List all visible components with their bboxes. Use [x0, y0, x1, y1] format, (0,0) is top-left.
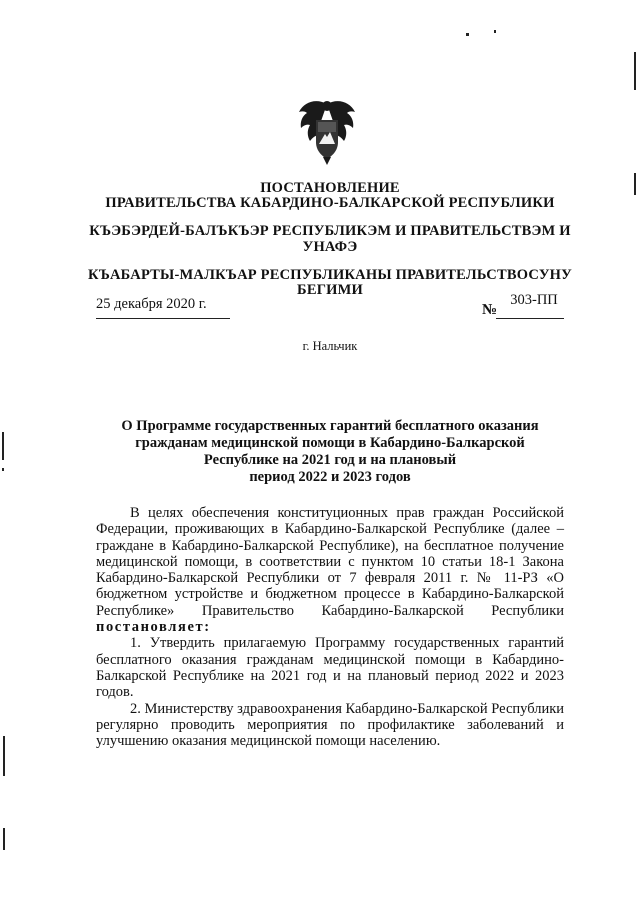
decree-title [96, 418, 564, 486]
preamble-paragraph [96, 505, 564, 635]
scan-edge-mark [634, 173, 636, 195]
coat-of-arms-emblem [296, 94, 358, 166]
government-name-russian: ПРАВИТЕЛЬСТВА КАБАРДИНО-БАЛКАРСКОЙ РЕСПУБЛИКИ [105, 195, 555, 211]
government-name-balkar-line1: КЪАБАРТЫ-МАЛКЪАР РЕСПУБЛИКАНЫ ПРАВИТЕЛЬСТВОСУНУ [88, 267, 572, 283]
city-name: г. Нальчик [302, 339, 358, 353]
government-name-kabardian-line2: УНАФЭ [302, 239, 358, 255]
number-underline [496, 318, 564, 319]
scan-speck [466, 33, 469, 36]
number-sign: № [482, 302, 498, 318]
decree-verb: постановляет: [96, 619, 211, 636]
government-name-balkar-line2: БЕГИМИ [297, 282, 363, 298]
scan-speck [2, 468, 4, 471]
scan-edge-mark [3, 828, 5, 850]
item-paragraph: 2. Министерству здравоохранения Кабардино-Балкарской Республики регулярно проводить мероприятия по профилактике заболеваний и улучшению оказания медицинской помощи населению. [96, 700, 565, 750]
date-underline [96, 318, 230, 319]
scan-edge-mark [634, 52, 636, 90]
scan-edge-mark [3, 736, 5, 776]
government-name-kabardian-line1: КЪЭБЭРДЕЙ-БАЛЪКЪЭР РЕСПУБЛИКЭМ И ПРАВИТЕЛЬСТВЭМ И [89, 223, 571, 239]
preamble-text: В целях обеспечения конституционных прав граждан Российской Федерации, проживающих в Кабардино-Балкарской Республике (далее – граждане в Кабардино-Балкарской Республике), на бесплатное получение медицинской помощи, в соответствии с пунктом 10 статьи 18-1 Закона Кабардино-Балкарской Республики от 7 февраля 2011 г. № 11-РЗ «О бюджетном устройстве и бюджетном процессе в Кабардино-Балкарской Республике» Правительство Кабардино-Балкарской Республики [96, 505, 564, 619]
scan-speck [494, 30, 496, 33]
decree-body [96, 505, 564, 749]
scan-edge-mark [2, 432, 4, 460]
item-paragraph: 1. Утвердить прилагаемую Программу государственных гарантий бесплатного оказания гражданам медицинской помощи в Кабардино-Балкарской Республике на 2021 год и на плановый период 2022 и 2023 годов. [96, 635, 564, 701]
title-line: Республике на 2021 год и на плановый [203, 452, 457, 468]
decree-heading: ПОСТАНОВЛЕНИЕ [260, 180, 400, 196]
title-line: О Программе государственных гарантий бесплатного оказания [121, 418, 539, 434]
decree-number: 303-ПП [510, 292, 558, 308]
decree-date: 25 декабря 2020 г. [96, 296, 207, 312]
title-line: период 2022 и 2023 годов [249, 469, 411, 485]
title-line: гражданам медицинской помощи в Кабардино-Балкарской [135, 435, 525, 451]
